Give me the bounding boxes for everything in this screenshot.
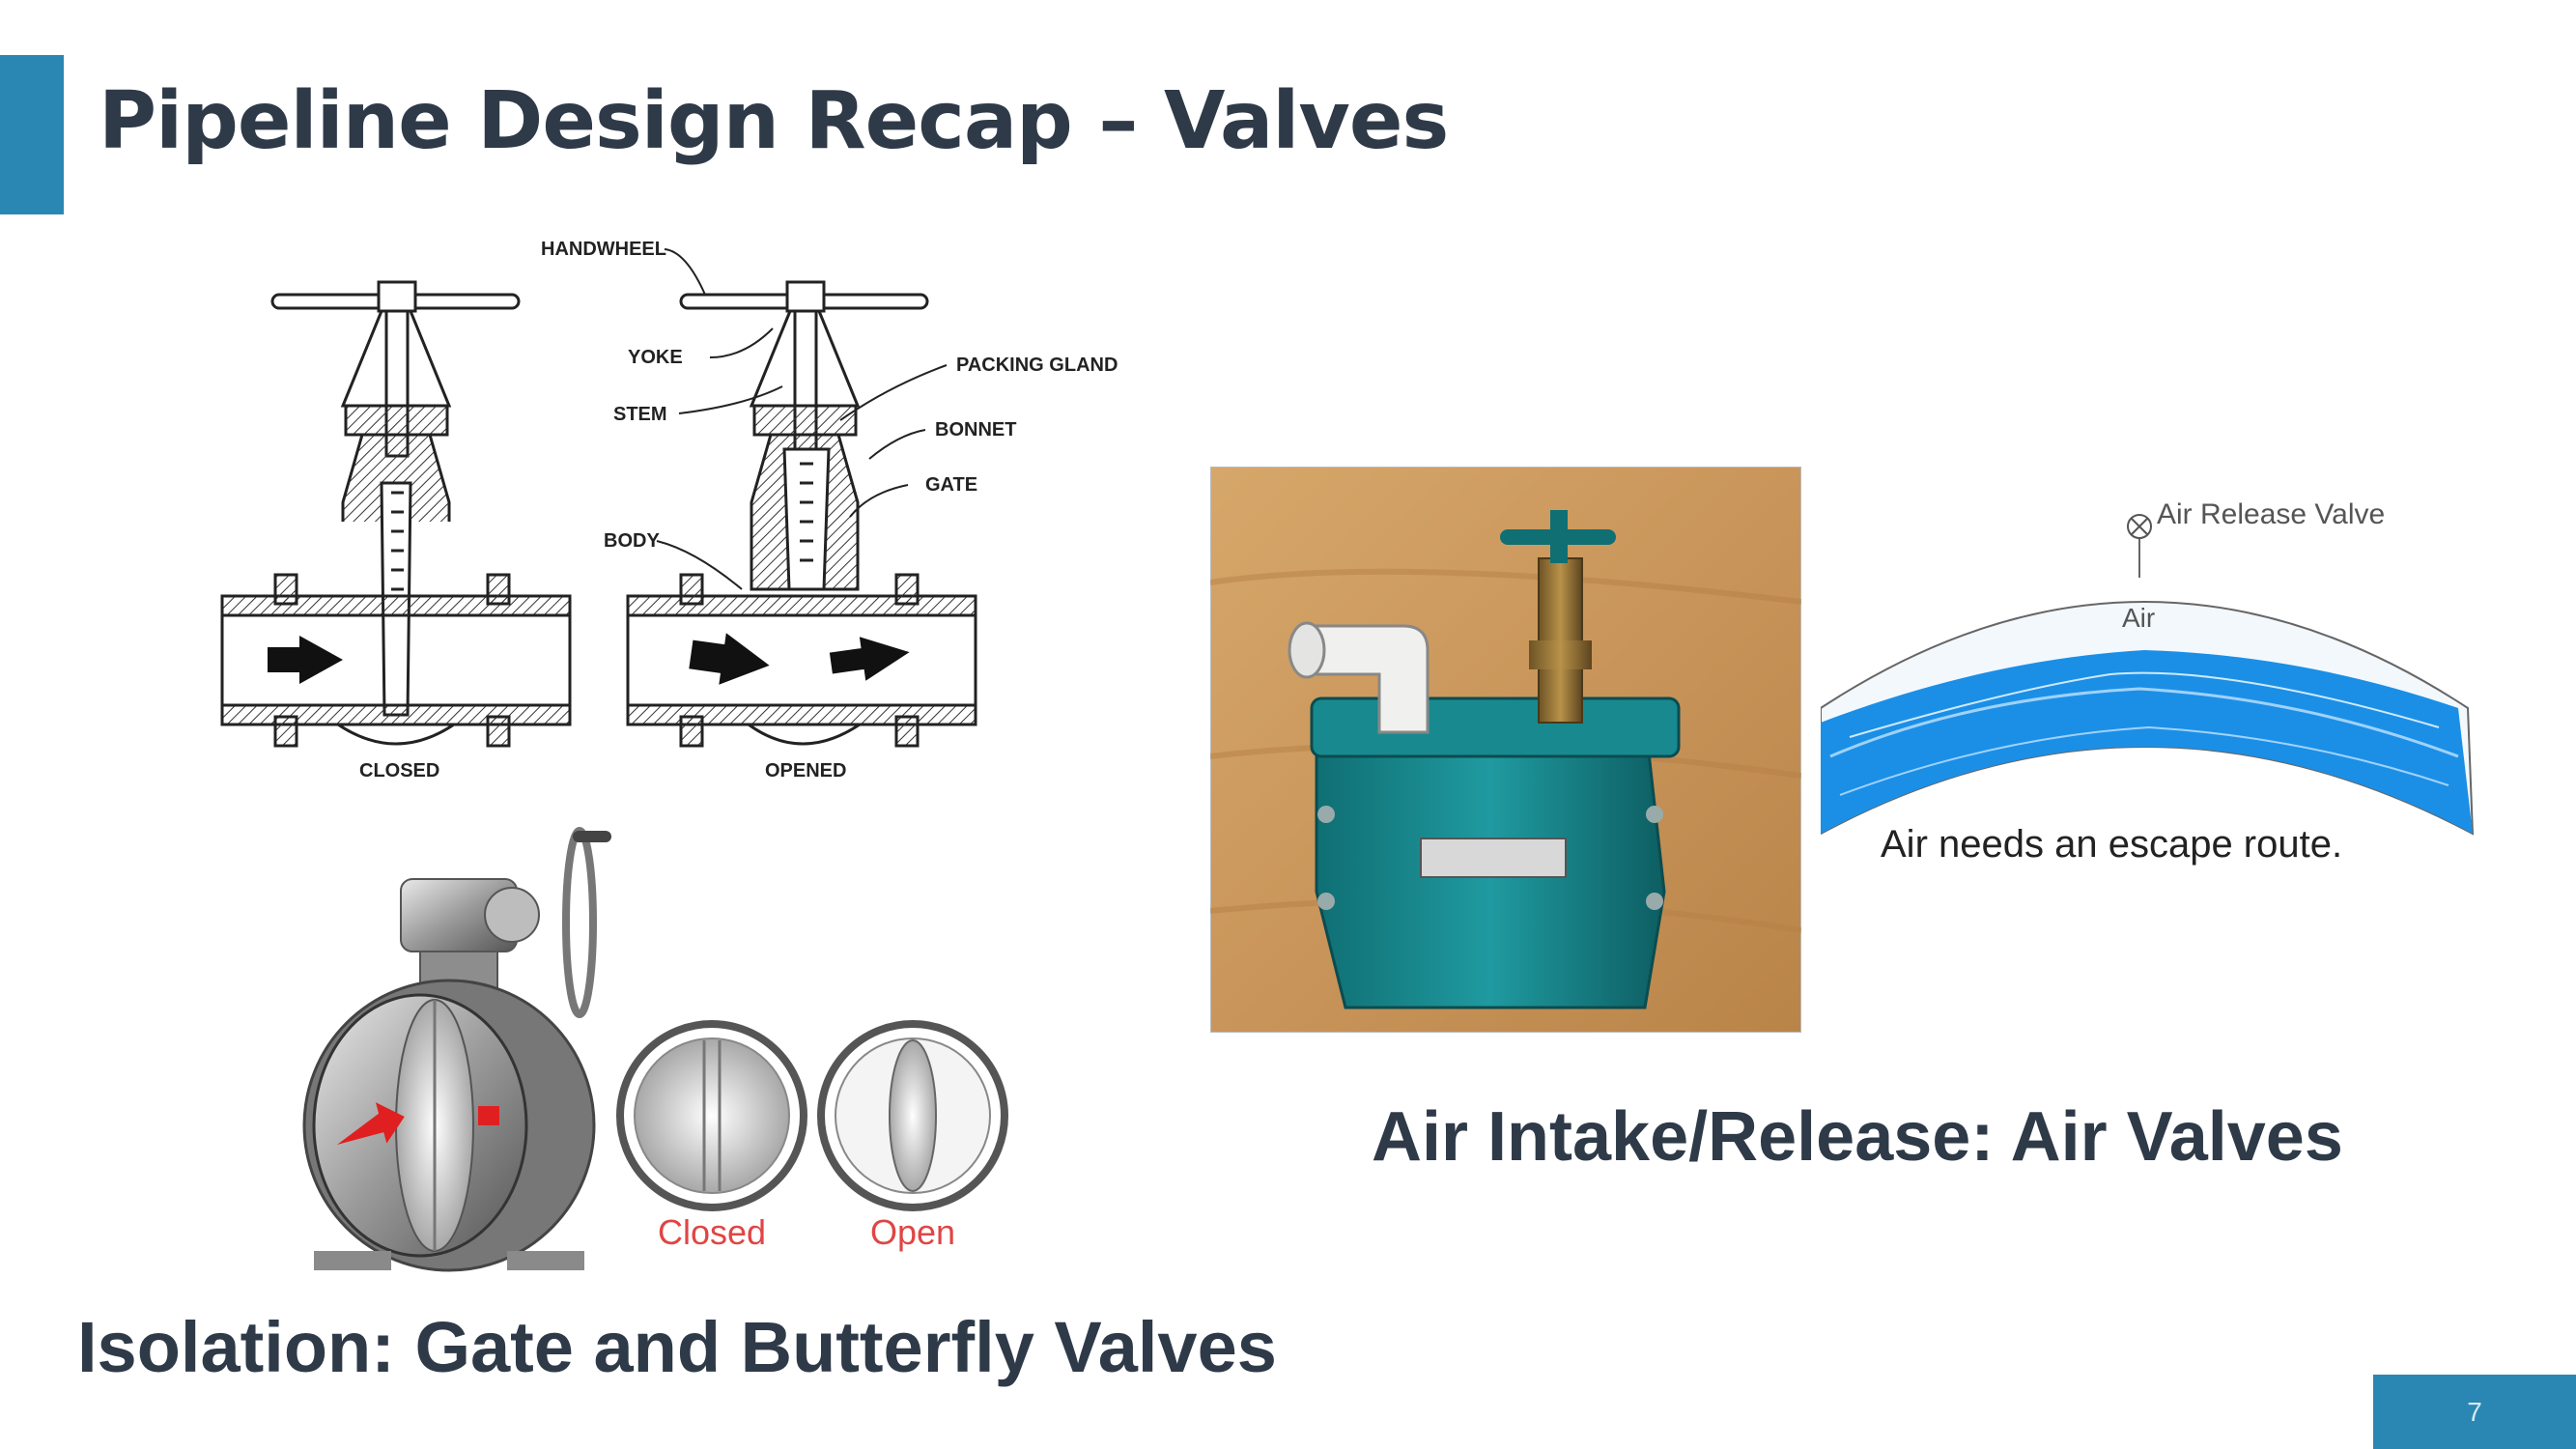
air-label: Air	[2122, 603, 2156, 633]
air-release-diagram	[1821, 467, 2477, 892]
page-number: 7	[2467, 1396, 2482, 1427]
isolation-caption: Isolation: Gate and Butterfly Valves	[77, 1307, 1277, 1387]
air-valves-caption: Air Intake/Release: Air Valves	[1372, 1098, 2343, 1176]
label-yoke: YOKE	[628, 347, 683, 368]
butterfly-valve-open-view	[821, 1024, 1005, 1208]
butterfly-label-closed: Closed	[657, 1212, 767, 1252]
title-accent-bar	[0, 55, 64, 214]
air-release-valve-icon	[2128, 515, 2151, 538]
label-packing-gland: PACKING GLAND	[956, 355, 1118, 376]
butterfly-label-open: Open	[869, 1212, 956, 1252]
air-valve-body	[1312, 698, 1679, 1008]
label-stem: STEM	[613, 404, 667, 425]
gate-valve-diagram	[193, 222, 1140, 792]
page-number-box	[2373, 1375, 2576, 1449]
gate-valve-closed	[222, 282, 570, 746]
air-escape-caption: Air needs an escape route.	[1881, 823, 2343, 866]
label-closed: CLOSED	[359, 760, 440, 781]
air-release-valve-label: Air Release Valve	[2157, 498, 2386, 530]
label-bonnet: BONNET	[935, 419, 1017, 440]
butterfly-valve-body	[304, 980, 594, 1270]
label-gate: GATE	[925, 474, 978, 496]
label-handwheel: HANDWHEEL	[541, 239, 666, 260]
label-opened: OPENED	[765, 760, 847, 781]
label-body: BODY	[604, 530, 660, 552]
slide-title: Pipeline Design Recap – Valves	[99, 75, 1449, 167]
air-valve-photo	[1210, 467, 1801, 1033]
butterfly-valve-closed-view	[620, 1024, 804, 1208]
butterfly-valve-diagram	[275, 826, 1024, 1280]
